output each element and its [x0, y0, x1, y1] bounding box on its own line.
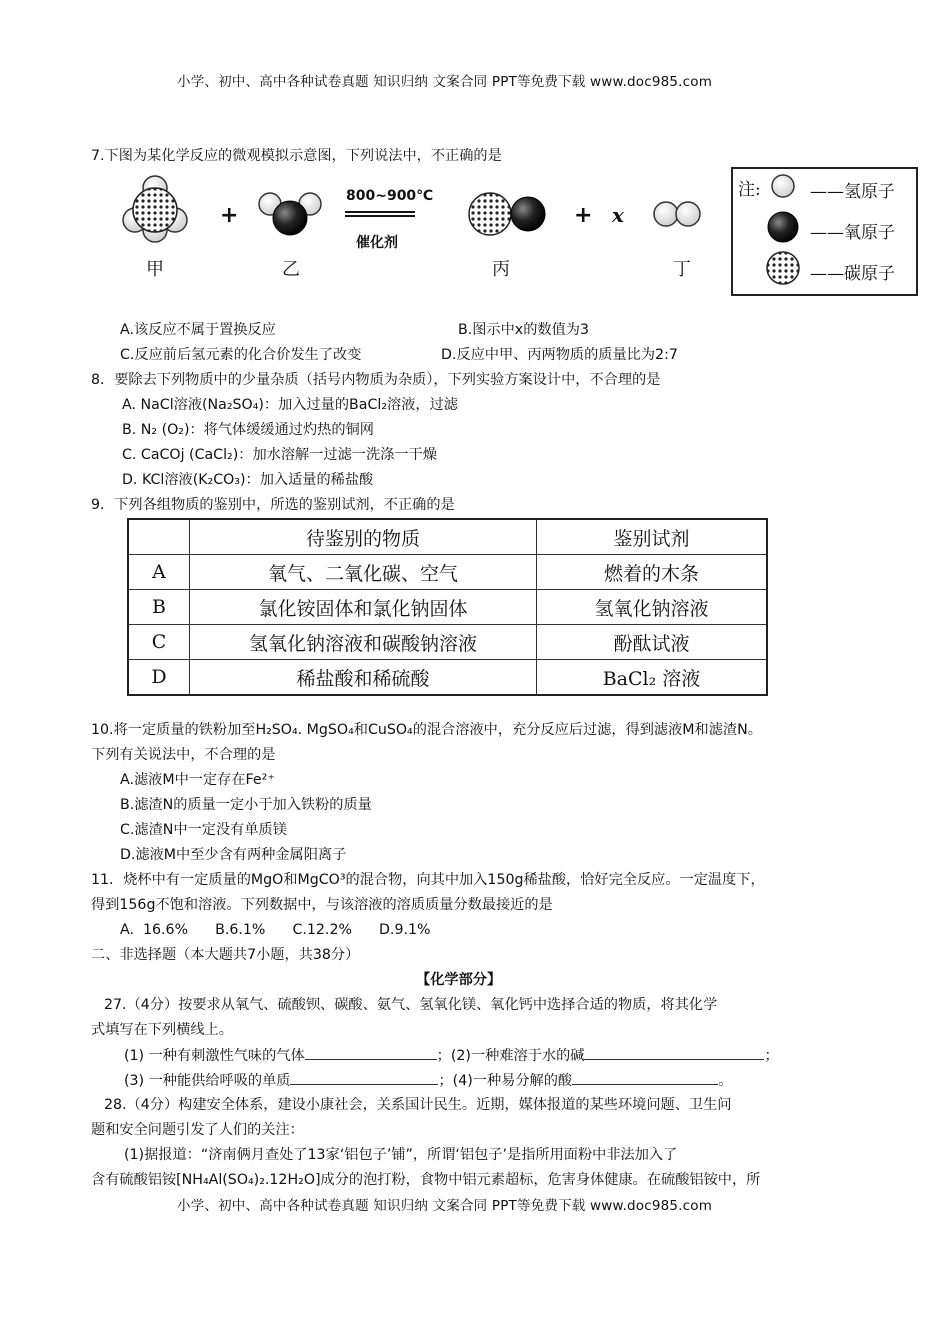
q28-stem-line2: 题和安全问题引发了人们的关注：: [91, 1122, 304, 1138]
table-row: [128, 555, 767, 590]
q28-stem-line1: 28.（4分）构建安全体系，建设小康社会，关系国计民生。近期，媒体报道的某些环境问题、卫生问: [104, 1097, 732, 1113]
reaction-condition-temp: 800~900℃: [346, 188, 434, 204]
table-cell: A: [128, 555, 190, 590]
table-cell: BaCl₂ 溶液: [537, 660, 768, 696]
legend-carbon: ——碳原子: [810, 264, 895, 284]
carbon-atom-icon: [767, 252, 799, 284]
q11-options: A. 16.6% B.6.1% C.12.2% D.9.1%: [120, 922, 431, 938]
molecule-yi-icon: [259, 193, 321, 235]
table-cell: C: [128, 625, 190, 660]
molecule-bing-icon: [469, 193, 545, 235]
legend-title: 注:: [738, 180, 761, 200]
table-header-cell: [128, 519, 190, 555]
q11-stem-line1: 11．烧杯中有一定质量的MgO和MgCO³的混合物，向其中加入150g稀盐酸，恰好完全反应。一定温度下，: [91, 872, 765, 888]
q9-stem: 9．下列各组物质的鉴别中，所选的鉴别试剂，不正确的是: [91, 497, 455, 513]
q27-stem-line1: 27.（4分）按要求从氧气、硫酸钡、碳酸、氨气、氢氧化镁、氧化钙中选择合适的物质，将其化学: [104, 997, 718, 1013]
legend-hydrogen: ——氢原子: [810, 182, 895, 202]
q10-option-c: C.滤渣N中一定没有单质镁: [120, 822, 287, 838]
table-header-cell: 鉴别试剂: [537, 519, 768, 555]
table-cell: B: [128, 590, 190, 625]
q8-option-a: A. NaCl溶液(Na₂SO₄)：加入过量的BaCl₂溶液，过滤: [122, 397, 458, 413]
q10-option-a: A.滤液M中一定存在Fe²⁺: [120, 772, 275, 788]
table-row: [128, 625, 767, 660]
q10-stem-line1: 10.将一定质量的铁粉加至H₂SO₄. MgSO₄和CuSO₄的混合溶液中，充分反应后过滤，得到滤液M和滤渣N。: [91, 722, 762, 738]
table-cell: 酚酞试液: [537, 625, 768, 660]
q7-option-a: A.该反应不属于置换反应: [120, 322, 276, 338]
section-2-title: 二、非选择题（本大题共7小题，共38分）: [91, 947, 360, 963]
plus-sign-1: +: [220, 203, 239, 228]
molecule-ding-icon: [654, 202, 700, 226]
hydrogen-atom-icon: [772, 175, 794, 197]
reaction-condition-catalyst: 催化剂: [356, 235, 398, 251]
q11-stem-line2: 得到156g不饱和溶液。下列数据中，与该溶液的溶质质量分数最接近的是: [91, 897, 553, 913]
answer-blank-3[interactable]: [290, 1070, 438, 1085]
table-cell: 氢氧化钠溶液: [537, 590, 768, 625]
table-cell: 燃着的木条: [537, 555, 768, 590]
q27-stem-line2: 式填写在下列横线上。: [91, 1022, 233, 1038]
label-jia: 甲: [146, 259, 164, 280]
legend-oxygen: ——氧原子: [810, 223, 895, 243]
q10-option-d: D.滤液M中至少含有两种金属阳离子: [120, 847, 347, 863]
coefficient-x: x: [612, 203, 624, 227]
q8-stem: 8．要除去下列物质中的少量杂质（括号内物质为杂质），下列实验方案设计中，不合理的是: [91, 372, 661, 388]
q8-option-c: C. CaCOj (CaCl₂)：加水溶解一过滤一洗涤一干燥: [122, 447, 437, 463]
answer-blank-2[interactable]: [584, 1045, 764, 1060]
q28-paragraph-line1: (1)据报道：“济南俩月查处了13家‘铝包子’铺”，所谓‘铝包子’是指所用面粉中非法加入了: [124, 1147, 678, 1163]
label-ding: 丁: [673, 259, 691, 280]
molecule-jia-icon: [123, 176, 187, 242]
table-row: [128, 660, 767, 696]
q7-option-b: B.图示中x的数值为3: [458, 322, 589, 338]
table-cell: 氯化铵固体和氯化钠固体: [190, 590, 537, 625]
q10-option-b: B.滤渣N的质量一定小于加入铁粉的质量: [120, 797, 372, 813]
q7-option-c: C.反应前后氢元素的化合价发生了改变: [120, 347, 362, 363]
legend-icons: [765, 172, 805, 287]
table-cell: D: [128, 660, 190, 696]
q27-item-1-2: (1) 一种有刺激性气味的气体 ；(2)一种难溶于水的碱 ；: [124, 1045, 779, 1066]
q8-option-b: B. N₂ (O₂)：将气体缓缓通过灼热的铜网: [122, 422, 374, 438]
chemistry-section-title: 【化学部分】: [416, 972, 502, 988]
q27-item-3-4: (3) 一种能供给呼吸的单质 ；(4)一种易分解的酸 。: [124, 1070, 732, 1091]
q7-stem: 7.下图为某化学反应的微观模拟示意图，下列说法中，不正确的是: [91, 148, 502, 164]
label-yi: 乙: [282, 259, 300, 280]
q10-stem-line2: 下列有关说法中，不合理的是: [91, 747, 276, 763]
q9-table: [127, 518, 768, 696]
oxygen-atom-icon: [768, 212, 798, 242]
table-header-row: [128, 519, 767, 555]
answer-blank-1[interactable]: [305, 1045, 437, 1060]
q7-reaction-diagram: [110, 168, 730, 280]
table-header-cell: 待鉴别的物质: [190, 519, 537, 555]
page-footer: 小学、初中、高中各种试卷真题 知识归纳 文案合同 PPT等免费下载 www.doc985.com: [177, 1198, 713, 1214]
table-row: [128, 590, 767, 625]
label-bing: 丙: [492, 259, 510, 280]
q7-option-d: D.反应中甲、丙两物质的质量比为2:7: [441, 347, 678, 363]
answer-blank-4[interactable]: [572, 1070, 718, 1085]
table-cell: 稀盐酸和稀硫酸: [190, 660, 537, 696]
table-cell: 氢氧化钠溶液和碳酸钠溶液: [190, 625, 537, 660]
q8-option-d: D. KCl溶液(K₂CO₃)：加入适量的稀盐酸: [122, 472, 374, 488]
plus-sign-2: +: [574, 203, 593, 228]
q28-paragraph-line2: 含有硫酸铝铵[NH₄Al(SO₄)₂.12H₂O]成分的泡打粉，食物中铝元素超标，危害身体健康。在硫酸铝铵中，所: [91, 1172, 761, 1188]
page-header: 小学、初中、高中各种试卷真题 知识归纳 文案合同 PPT等免费下载 www.doc985.com: [177, 74, 713, 90]
table-cell: 氧气、二氧化碳、空气: [190, 555, 537, 590]
